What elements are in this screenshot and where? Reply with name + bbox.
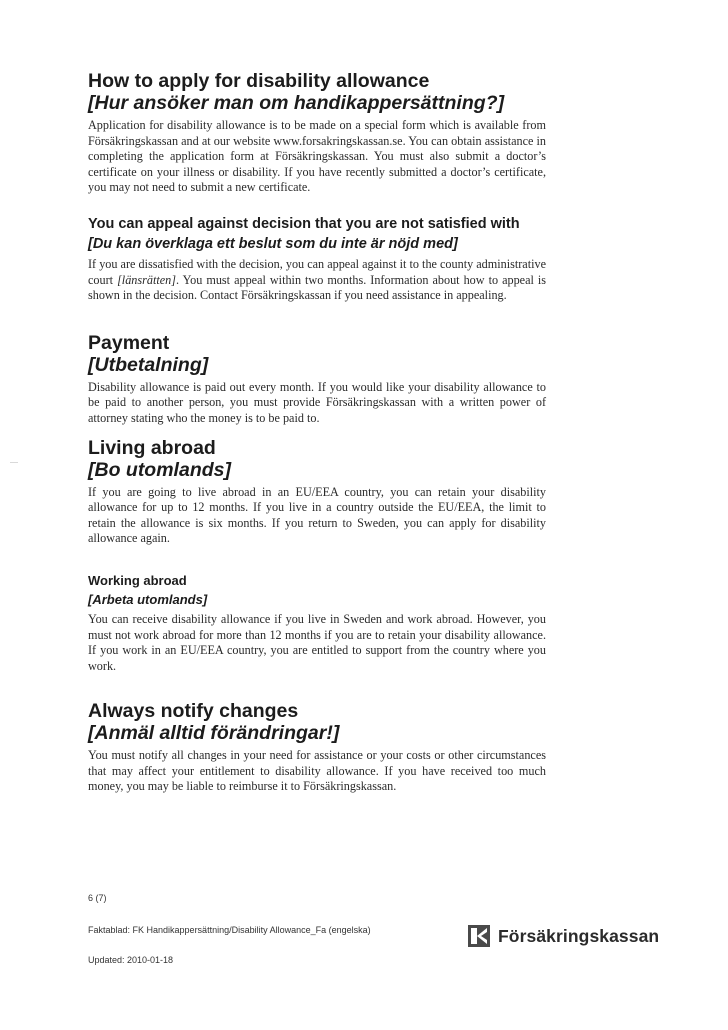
working-abroad-heading-en: Working abroad <box>88 572 187 588</box>
apply-heading-en: How to apply for disability allowance <box>88 70 430 92</box>
document-content <box>88 70 546 795</box>
payment-body: Disability allowance is paid out every month. If you would like your disability allowance to be paid to another person, you must provide Försäkringskassan with a written power of attorney stating who the money is to be paid to. <box>88 379 546 425</box>
notify-heading-en: Always notify changes <box>88 700 299 723</box>
updated-date: Updated: 2010-01-18 <box>88 955 174 965</box>
notify-heading-sv: [Anmäl alltid förändringar!] <box>88 722 340 745</box>
section-notify <box>88 700 546 795</box>
forsakringskassan-logo <box>468 925 659 947</box>
forsakringskassan-logo-icon <box>468 925 490 947</box>
section-working-abroad <box>88 573 546 674</box>
scan-artifact <box>10 462 18 463</box>
section-living-abroad <box>88 437 546 547</box>
appeal-body <box>88 257 546 304</box>
logo-text: Försäkringskassan <box>498 925 660 946</box>
payment-heading-sv: [Utbetalning] <box>88 353 209 376</box>
appeal-body-part2: . You must appeal within two months. Information about how to appeal is shown in the decision. Contact Försäkringskassan if you need assistance in appealing. <box>88 272 547 303</box>
living-abroad-heading-en: Living abroad <box>88 436 216 459</box>
working-abroad-heading-sv: [Arbeta utomlands] <box>88 591 208 607</box>
appeal-heading-sv: [Du kan överklaga ett beslut som du inte är nöjd med] <box>88 235 458 252</box>
living-abroad-heading-sv: [Bo utomlands] <box>88 458 231 481</box>
appeal-heading-en: You can appeal against decision that you are not satisfied with <box>88 215 520 232</box>
apply-body: Application for disability allowance is to be made on a special form which is available from Försäkringskassan and at our website www.forsakringskassan.se. You can obtain assistance in completing the application form at Försäkringskassan. You must also submit a doctor’s certificate on your illness or disability. If you have recently submitted a doctor’s certificate, you may not need to submit a new certificate. <box>88 118 546 195</box>
faktablad-line: Faktablad: FK Handikappersättning/Disability Allowance_Fa (engelska) <box>88 925 371 935</box>
payment-heading-en: Payment <box>88 331 170 354</box>
apply-heading-sv: [Hur ansöker man om handikappersättning?] <box>88 92 505 114</box>
page-number: 6 (7) <box>88 893 107 903</box>
appeal-body-part1: If you are dissatisfied with the decision, you can appeal against it to the county administrative court <box>88 256 546 287</box>
living-abroad-body: If you are going to live abroad in an EU/EEA country, you can retain your disability allowance for up to 12 months. If you live in a country outside the EU/EEA, the limit to retain the allowance is six months. If you return to Sweden, you can apply for disability allowance again. <box>88 484 546 546</box>
section-payment <box>88 332 546 427</box>
working-abroad-body: You can receive disability allowance if you live in Sweden and work abroad. However, you must not work abroad for more than 12 months if you are to retain your disability allowance. If you work in an EU/EEA country, you are entitled to support from the country where you work. <box>88 611 546 673</box>
appeal-body-italic: [länsrätten] <box>117 272 176 287</box>
section-apply <box>88 70 546 196</box>
section-appeal <box>88 216 546 304</box>
notify-body: You must notify all changes in your need for assistance or your costs or other circumstances that may affect your entitlement to disability allowance. If you have received too much money, you may be liable to reimburse it to Försäkringskassan. <box>88 748 546 794</box>
